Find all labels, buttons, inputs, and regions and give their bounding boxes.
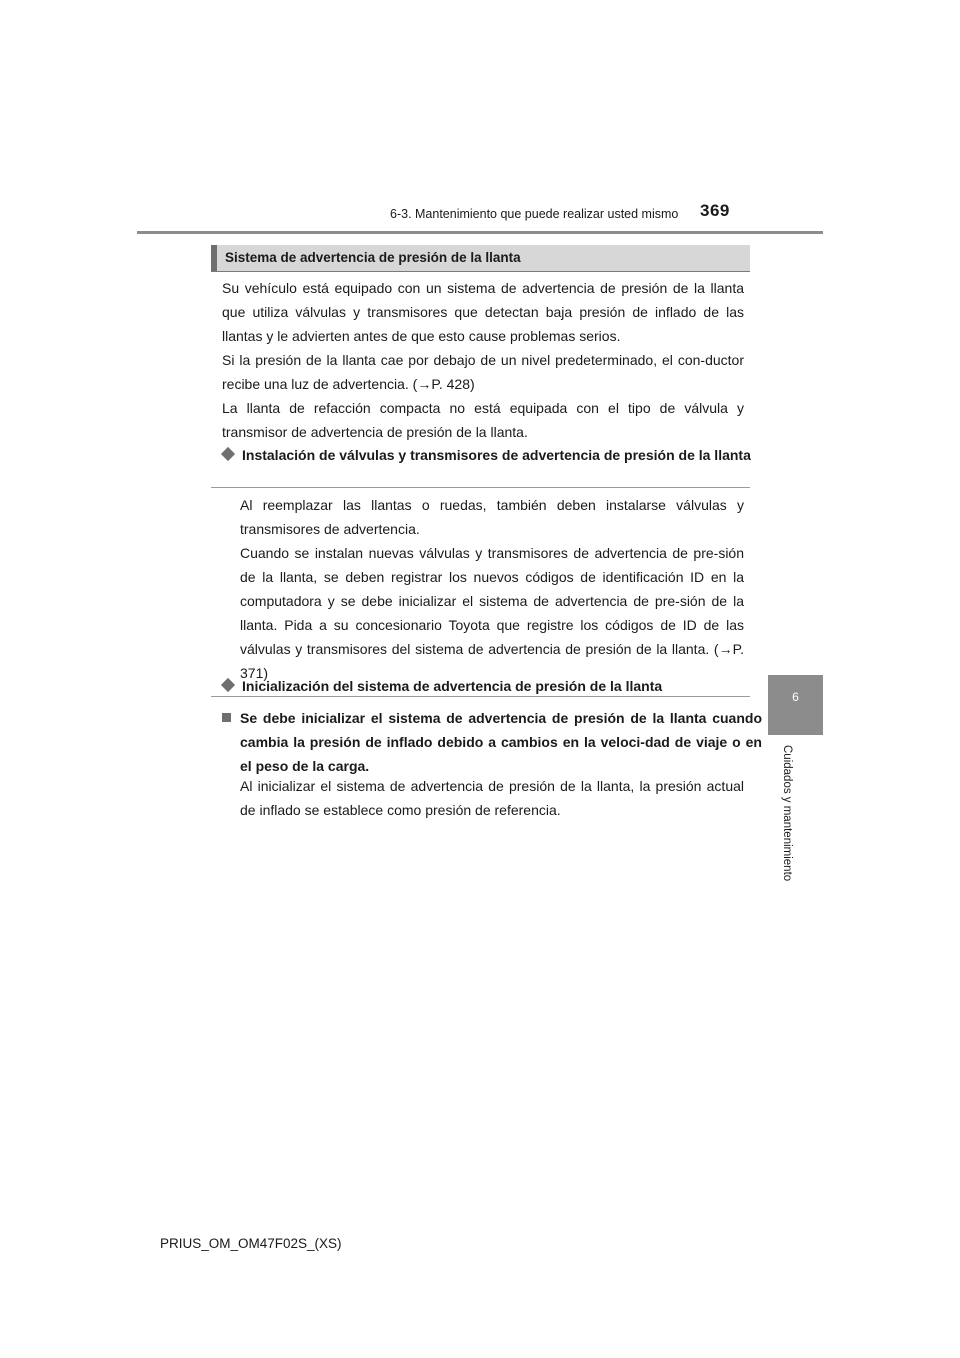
subsection-1-paragraph-2: Cuando se instalan nuevas válvulas y transmisores de advertencia de pre-sión de la llanta, se deben registrar los nuevos códigos de identificación ID en la computadora y se debe inicializar el sistema de advertencia de pre-sión de la llanta. Pida a su concesionario Toyota que registre los códigos de ID de las válvulas y transmisores del sistema de advertencia de presión de la llanta. (→P. 371) [240, 545, 744, 681]
subsection-2-rule [211, 696, 750, 697]
subsection-2-paragraph: Al inicializar el sistema de advertencia de presión de la llanta, la presión actual de inflado se establece como presión de referencia. [240, 778, 744, 818]
subsection-2-bullet-heading [222, 706, 762, 778]
subsection-1-rule [211, 487, 750, 488]
section-title: Sistema de advertencia de presión de la llanta [225, 250, 521, 265]
square-bullet-icon [222, 713, 231, 722]
section-path: 6-3. Mantenimiento que puede realizar usted mismo [390, 207, 679, 221]
subsection-2-bullet-heading-text: Se debe inicializar el sistema de advertencia de presión de la llanta cuando cambia la presión de inflado debido a cambios en la veloci-dad de viaje o en el peso de la carga. [240, 710, 762, 774]
section-title-box [211, 245, 750, 271]
document-code: PRIUS_OM_OM47F02S_(XS) [160, 1236, 342, 1251]
subsection-2-heading [222, 674, 744, 698]
subsection-1-paragraph-1: Al reemplazar las llantas o ruedas, también deben instalarse válvulas y transmisores de advertencia. [240, 497, 744, 537]
subsection-1-heading [222, 443, 762, 467]
subsection-1-heading-text: Instalación de válvulas y transmisores de advertencia de presión de la llanta [242, 447, 751, 463]
subsection-2-heading-text: Inicialización del sistema de advertencia de presión de la llanta [242, 678, 663, 694]
diamond-bullet-icon [221, 447, 235, 461]
chapter-label: Cuidados y mantenimiento [781, 745, 793, 882]
section-title-underline [211, 271, 750, 272]
intro-paragraph-2: Si la presión de la llanta cae por debajo de un nivel predeterminado, el con-ductor recibe una luz de advertencia. (→P. 428) [222, 352, 744, 392]
intro-paragraph-1: Su vehículo está equipado con un sistema de advertencia de presión de la llanta que utiliza válvulas y transmisores que detectan baja presión de inflado de las llantas y le advierten antes de que esto cause problemas serios. [222, 280, 744, 344]
intro-paragraph-3: La llanta de refacción compacta no está equipada con el tipo de válvula y transmisor de advertencia de presión de la llanta. [222, 400, 744, 440]
page-header [0, 0, 960, 240]
chapter-tab-number: 6 [792, 690, 799, 704]
header-rule [137, 231, 823, 234]
page-number: 369 [700, 201, 730, 220]
chapter-tab [768, 675, 823, 735]
diamond-bullet-icon [221, 678, 235, 692]
